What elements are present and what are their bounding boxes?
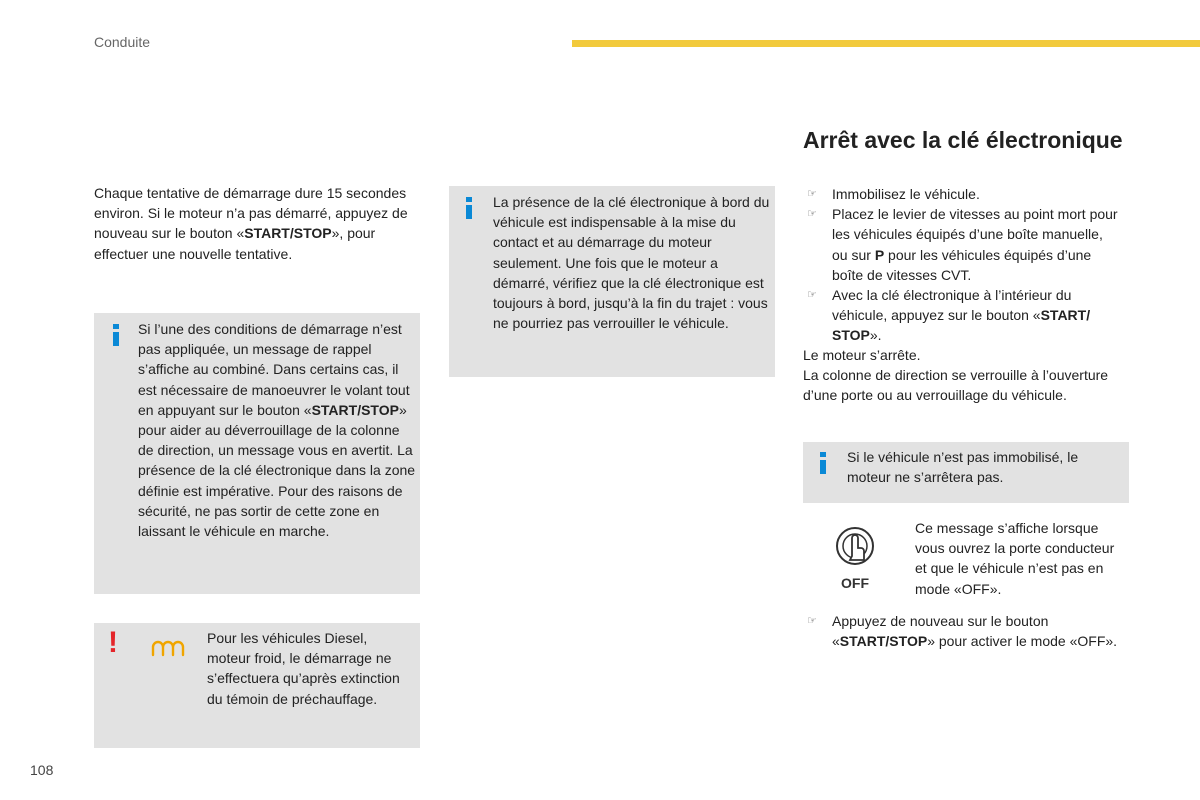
info-box-text: Si le véhicule n’est pas immobilisé, le moteur ne s’arrêtera pas. [847,449,1079,486]
intro-text-end: », pour effectuer une nouvelle tentative. [94,225,376,262]
intro-text: Chaque tentative de démarrage dure 15 secondes environ. Si le moteur n’a pas démarré, appuyez de nouveau sur le bouton « [94,185,408,242]
page-number: 108 [30,762,54,778]
info-box-text: La présence de la clé électronique à bord du véhicule est indispensable à la mise du contact et au démarrage du moteur seulement. Une fois que le moteur a démarré, vérifiez que la clé électronique est toujours à bord, jusqu’à la fin du trajet : vous ne pourriez pas verrouiller le véhicule. [493,194,770,332]
touch-hand-icon [834,526,876,570]
glow-plug-icon [150,637,186,663]
stop-steps-list [803,184,1121,346]
exclamation-icon: ! [108,626,118,659]
info-box-text: Si l’une des conditions de démarrage n’est pas appliquée, un message de rappel s’affiche au combiné. Dans certains cas, il est nécessaire de manoeuvrer le volant tout en appuyant sur le bouton «START/STOP» pour aider au déverrouillage de la colonne de direction, un message vous en avertit. La présence de la clé électronique dans la zone définie est impérative. Pour des raisons de sécurité, ne pas sortir de cette zone en laissant le véhicule en marche. [138,321,416,540]
off-label: OFF [841,575,869,592]
hand-pointer-icon: ☞ [807,188,817,200]
start-stop-label: START/STOP [244,225,332,242]
hand-pointer-icon: ☞ [807,208,817,221]
warning-box-diesel [94,623,420,748]
info-box-key-presence [449,186,775,377]
step-item: ☞ Appuyez de nouveau sur le bouton «START/STOP» pour activer le mode «OFF». [807,613,1118,650]
step-item: ☞ Placez le levier de vitesses au point mort pour les véhicules équipés d’une boîte manuelle, ou sur P pour les véhicules équipés d’une boîte de vitesses CVT. [807,206,1118,283]
step-item: ☞ Immobilisez le véhicule. [803,184,1121,204]
final-step-list [803,611,1121,651]
steering-lock-text: La colonne de direction se verrouille à l’ouverture d’une porte ou au verrouillage du véhicule. [803,367,1109,404]
engine-stops-text: Le moteur s’arrête. [803,347,921,363]
hand-pointer-icon: ☞ [807,615,817,627]
off-message-text: Ce message s’affiche lorsque vous ouvrez la porte conducteur et que le véhicule n’est pas en mode «OFF». [915,520,1115,597]
hand-pointer-icon: ☞ [807,289,817,302]
running-header: Conduite [94,34,151,50]
intro-paragraph [94,183,414,264]
info-box-not-immobilised [803,442,1129,503]
touch-off-icon [834,526,876,592]
warning-box-text: Pour les véhicules Diesel, moteur froid, le démarrage ne s’effectuera qu’après extinction du témoin de préchauffage. [207,630,400,707]
section-title: Arrêt avec la clé électronique [803,127,1123,153]
header-accent-bar [572,40,1200,47]
info-box-start-conditions [94,313,420,594]
step-item: ☞ Avec la clé électronique à l’intérieur du véhicule, appuyez sur le bouton «START/ STOP». [807,287,1091,344]
